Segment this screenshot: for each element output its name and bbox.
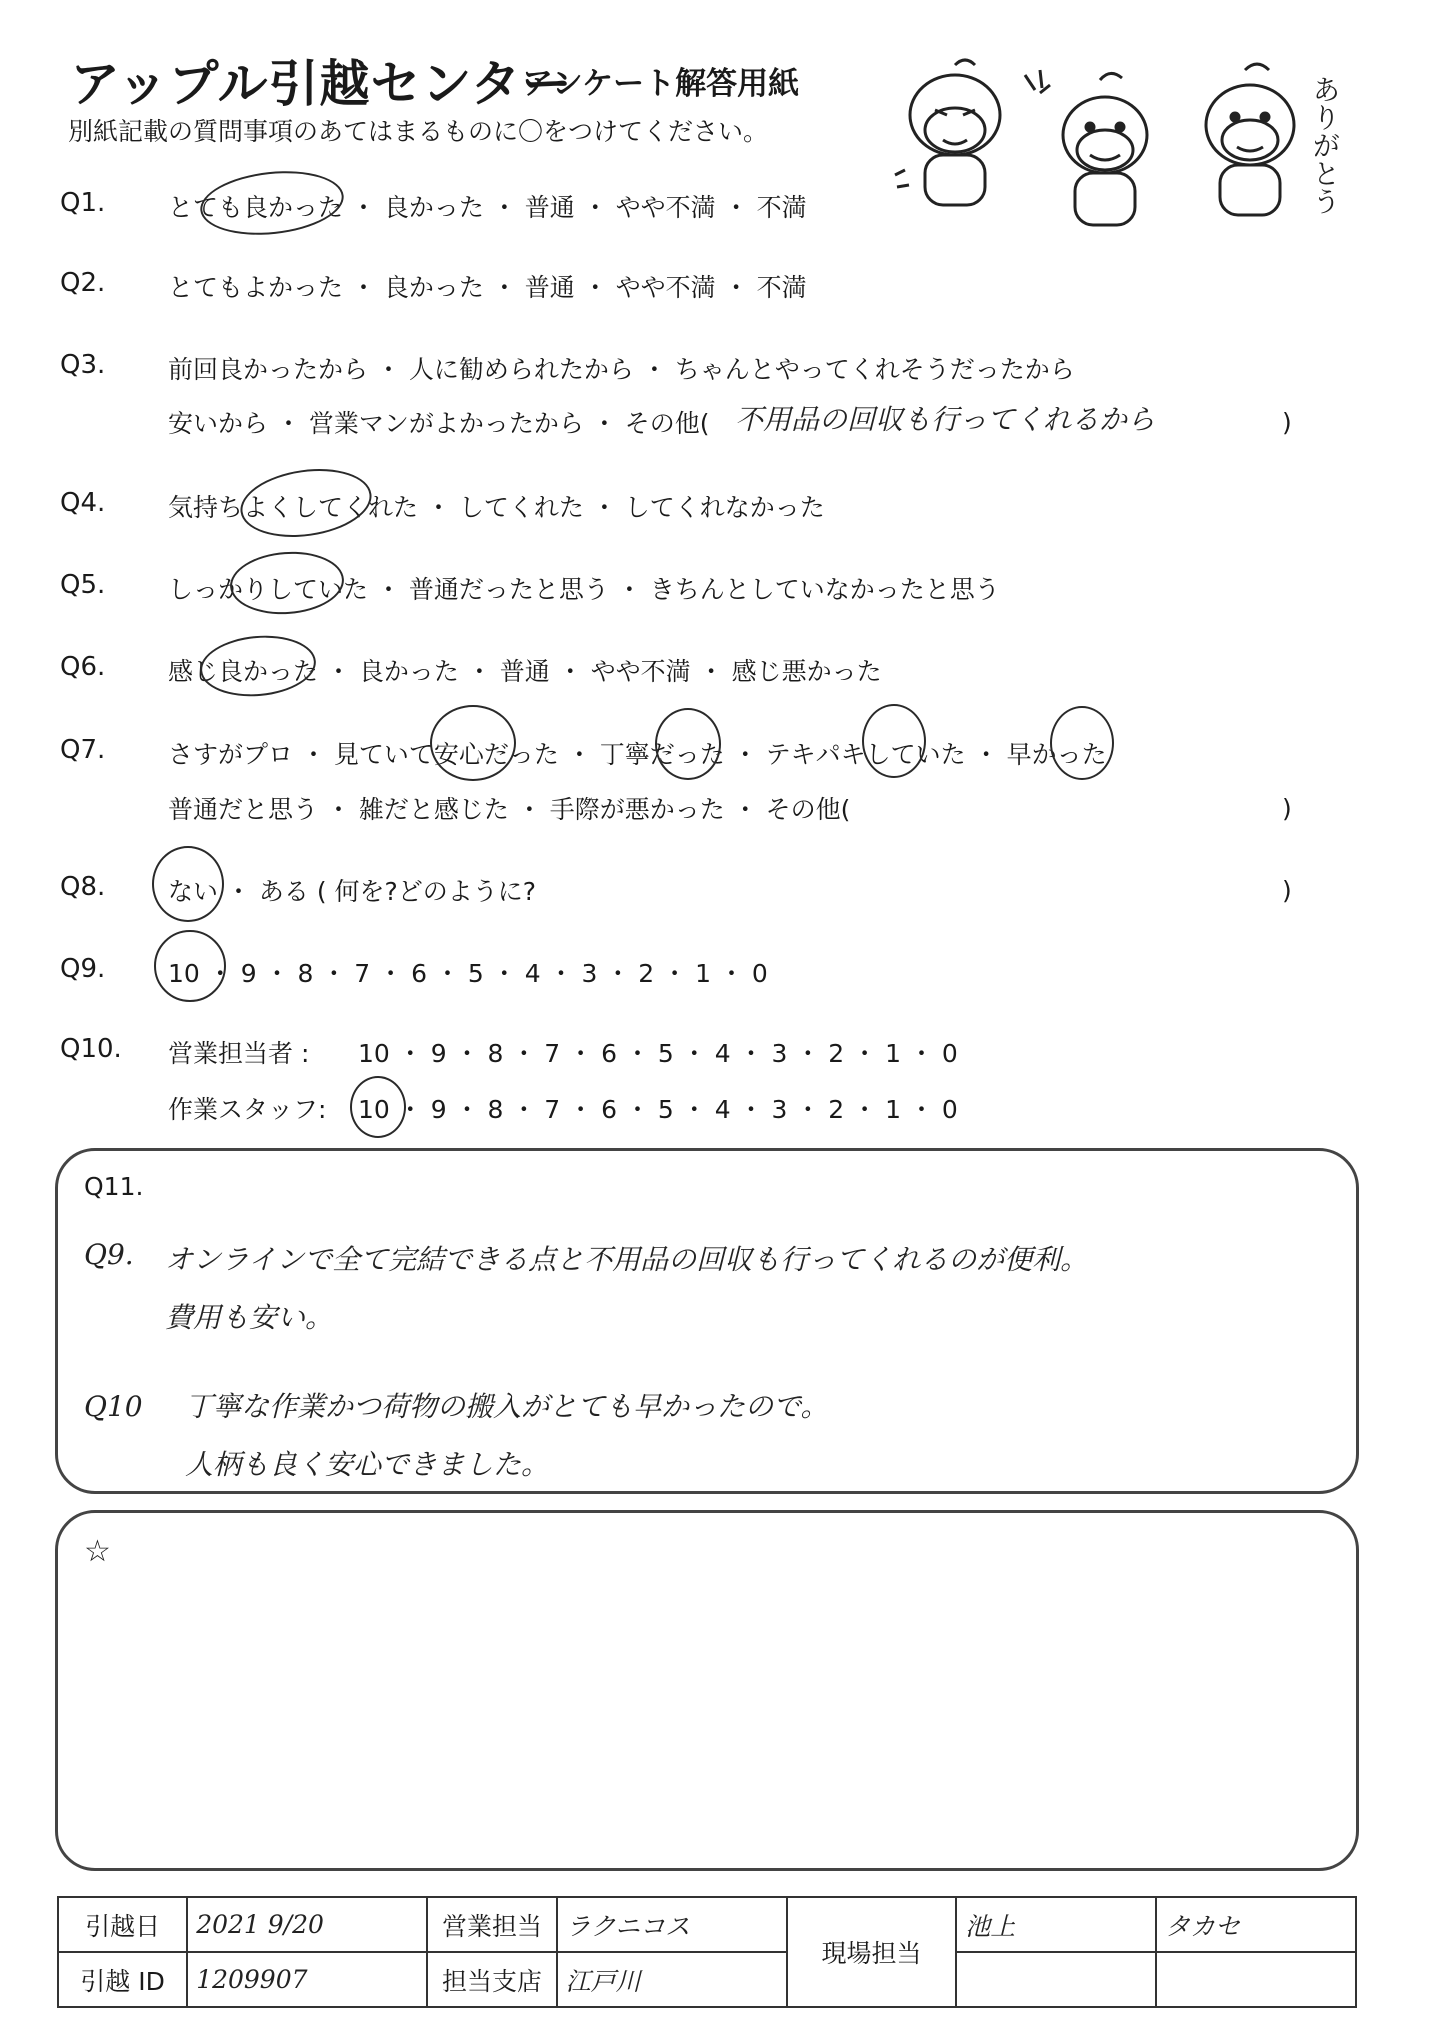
- q4-answer-circle: [236, 461, 376, 545]
- branch-label: 担当支店: [427, 1952, 556, 2007]
- q7-answer-circle-anshin: [430, 705, 516, 781]
- form-instruction: 別紙記載の質問事項のあてはまるものに〇をつけてください。: [68, 117, 769, 146]
- q9-answer-circle: [154, 930, 226, 1002]
- q5-answer-circle: [228, 548, 346, 618]
- q1-options: とても良かった ・ 良かった ・ 普通 ・ やや不満 ・ 不満: [168, 193, 807, 222]
- q10-sales-scale: 10 ・ 9 ・ 8 ・ 7 ・ 6 ・ 5 ・ 4 ・ 3 ・ 2 ・ 1 ・ 0: [358, 1039, 958, 1068]
- site-staff-value-2: タカセ: [1156, 1897, 1356, 1952]
- q7-close-paren: ): [1282, 794, 1292, 823]
- sales-rep-value: ラクニコス: [557, 1897, 787, 1952]
- q2-label: Q2.: [60, 268, 106, 298]
- q7-label: Q7.: [60, 735, 106, 765]
- site-staff-value-1: 池上: [956, 1897, 1156, 1952]
- q6-label: Q6.: [60, 652, 106, 682]
- q7-answer-circle-tekipaki: [862, 704, 926, 778]
- q8-close-paren: ): [1282, 876, 1292, 905]
- q11-line3: 丁寧な作業かつ荷物の搬入がとても早かったので。: [185, 1390, 829, 1423]
- q9-label: Q9.: [60, 954, 106, 984]
- q11-line1: オンラインで全て完結できる点と不用品の回収も行ってくれるのが便利。: [165, 1243, 1089, 1276]
- q3-other-handwritten: 不用品の回収も行ってくれるから: [735, 403, 1156, 436]
- q8-options: ない ・ ある ( 何を?どのように?: [168, 877, 537, 906]
- q11-line3-prefix: Q10: [84, 1390, 143, 1423]
- move-info-table: [57, 1896, 1357, 2008]
- q6-answer-circle: [198, 631, 319, 701]
- q5-options: しっかりしていた ・ 普通だったと思う ・ きちんとしていなかったと思う: [168, 575, 1000, 604]
- q8-label: Q8.: [60, 872, 106, 902]
- q10-label: Q10.: [60, 1034, 122, 1064]
- move-id-label: 引越 ID: [58, 1952, 187, 2007]
- q11-line4: 人柄も良く安心できました。: [185, 1448, 550, 1481]
- q3-options-line2: 安いから ・ 営業マンがよかったから ・ その他(: [168, 409, 710, 438]
- q10-staff-scale: 10 ・ 9 ・ 8 ・ 7 ・ 6 ・ 5 ・ 4 ・ 3 ・ 2 ・ 1 ・ 0: [358, 1095, 958, 1124]
- q4-options: 気持ちよくしてくれた ・ してくれた ・ してくれなかった: [168, 493, 825, 522]
- q7-options-line2: 普通だと思う ・ 雑だと感じた ・ 手際が悪かった ・ その他(: [168, 795, 851, 824]
- q3-close-paren: ): [1282, 408, 1292, 437]
- site-staff-empty-2: [1156, 1952, 1356, 2007]
- thanks-text: ありがとう: [1308, 75, 1342, 215]
- q11-line2: 費用も安い。: [165, 1301, 334, 1334]
- q3-label: Q3.: [60, 350, 106, 380]
- q6-options: 感じ良かった ・ 良かった ・ 普通 ・ やや不満 ・ 感じ悪かった: [168, 657, 882, 686]
- q1-answer-circle: [197, 165, 347, 242]
- q5-label: Q5.: [60, 570, 106, 600]
- q8-answer-circle: [152, 846, 224, 922]
- q3-options-line1: 前回良かったから ・ 人に勧められたから ・ ちゃんとやってくれそうだったから: [168, 355, 1075, 384]
- star-icon: ☆: [84, 1534, 111, 1569]
- move-date-label: 引越日: [58, 1897, 187, 1952]
- site-staff-label: 現場担当: [787, 1897, 957, 2007]
- move-date-value: 2021 9/20: [187, 1897, 427, 1952]
- q10-sales-label: 営業担当者 :: [168, 1039, 310, 1068]
- q10-staff-answer-circle: [350, 1076, 406, 1138]
- q7-answer-circle-hayakatta: [1050, 706, 1114, 780]
- q7-answer-circle-teinei: [655, 708, 721, 780]
- q10-staff-label: 作業スタッフ:: [168, 1095, 327, 1124]
- q7-options-line1: さすがプロ ・ 見ていて安心だった ・ 丁寧だった ・ テキパキしていた ・ 早かった: [168, 740, 1107, 769]
- form-subtitle: アンケート解答用紙: [522, 66, 800, 102]
- q1-label: Q1.: [60, 188, 106, 218]
- monkey-mascots-illustration: [885, 55, 1365, 240]
- q4-label: Q4.: [60, 488, 106, 518]
- branch-value: 江戸川: [557, 1952, 787, 2007]
- q9-scale: 10 ・ 9 ・ 8 ・ 7 ・ 6 ・ 5 ・ 4 ・ 3 ・ 2 ・ 1 ・ 0: [168, 959, 768, 988]
- q2-options: とてもよかった ・ 良かった ・ 普通 ・ やや不満 ・ 不満: [168, 273, 807, 302]
- form-title: アップル引越センター: [70, 55, 573, 113]
- sales-rep-label: 営業担当: [427, 1897, 556, 1952]
- q11-label: Q11.: [84, 1172, 144, 1201]
- star-comment-box: [55, 1510, 1359, 1871]
- q11-line1-prefix: Q9.: [84, 1238, 134, 1271]
- site-staff-empty-1: [956, 1952, 1156, 2007]
- move-id-value: 1209907: [187, 1952, 427, 2007]
